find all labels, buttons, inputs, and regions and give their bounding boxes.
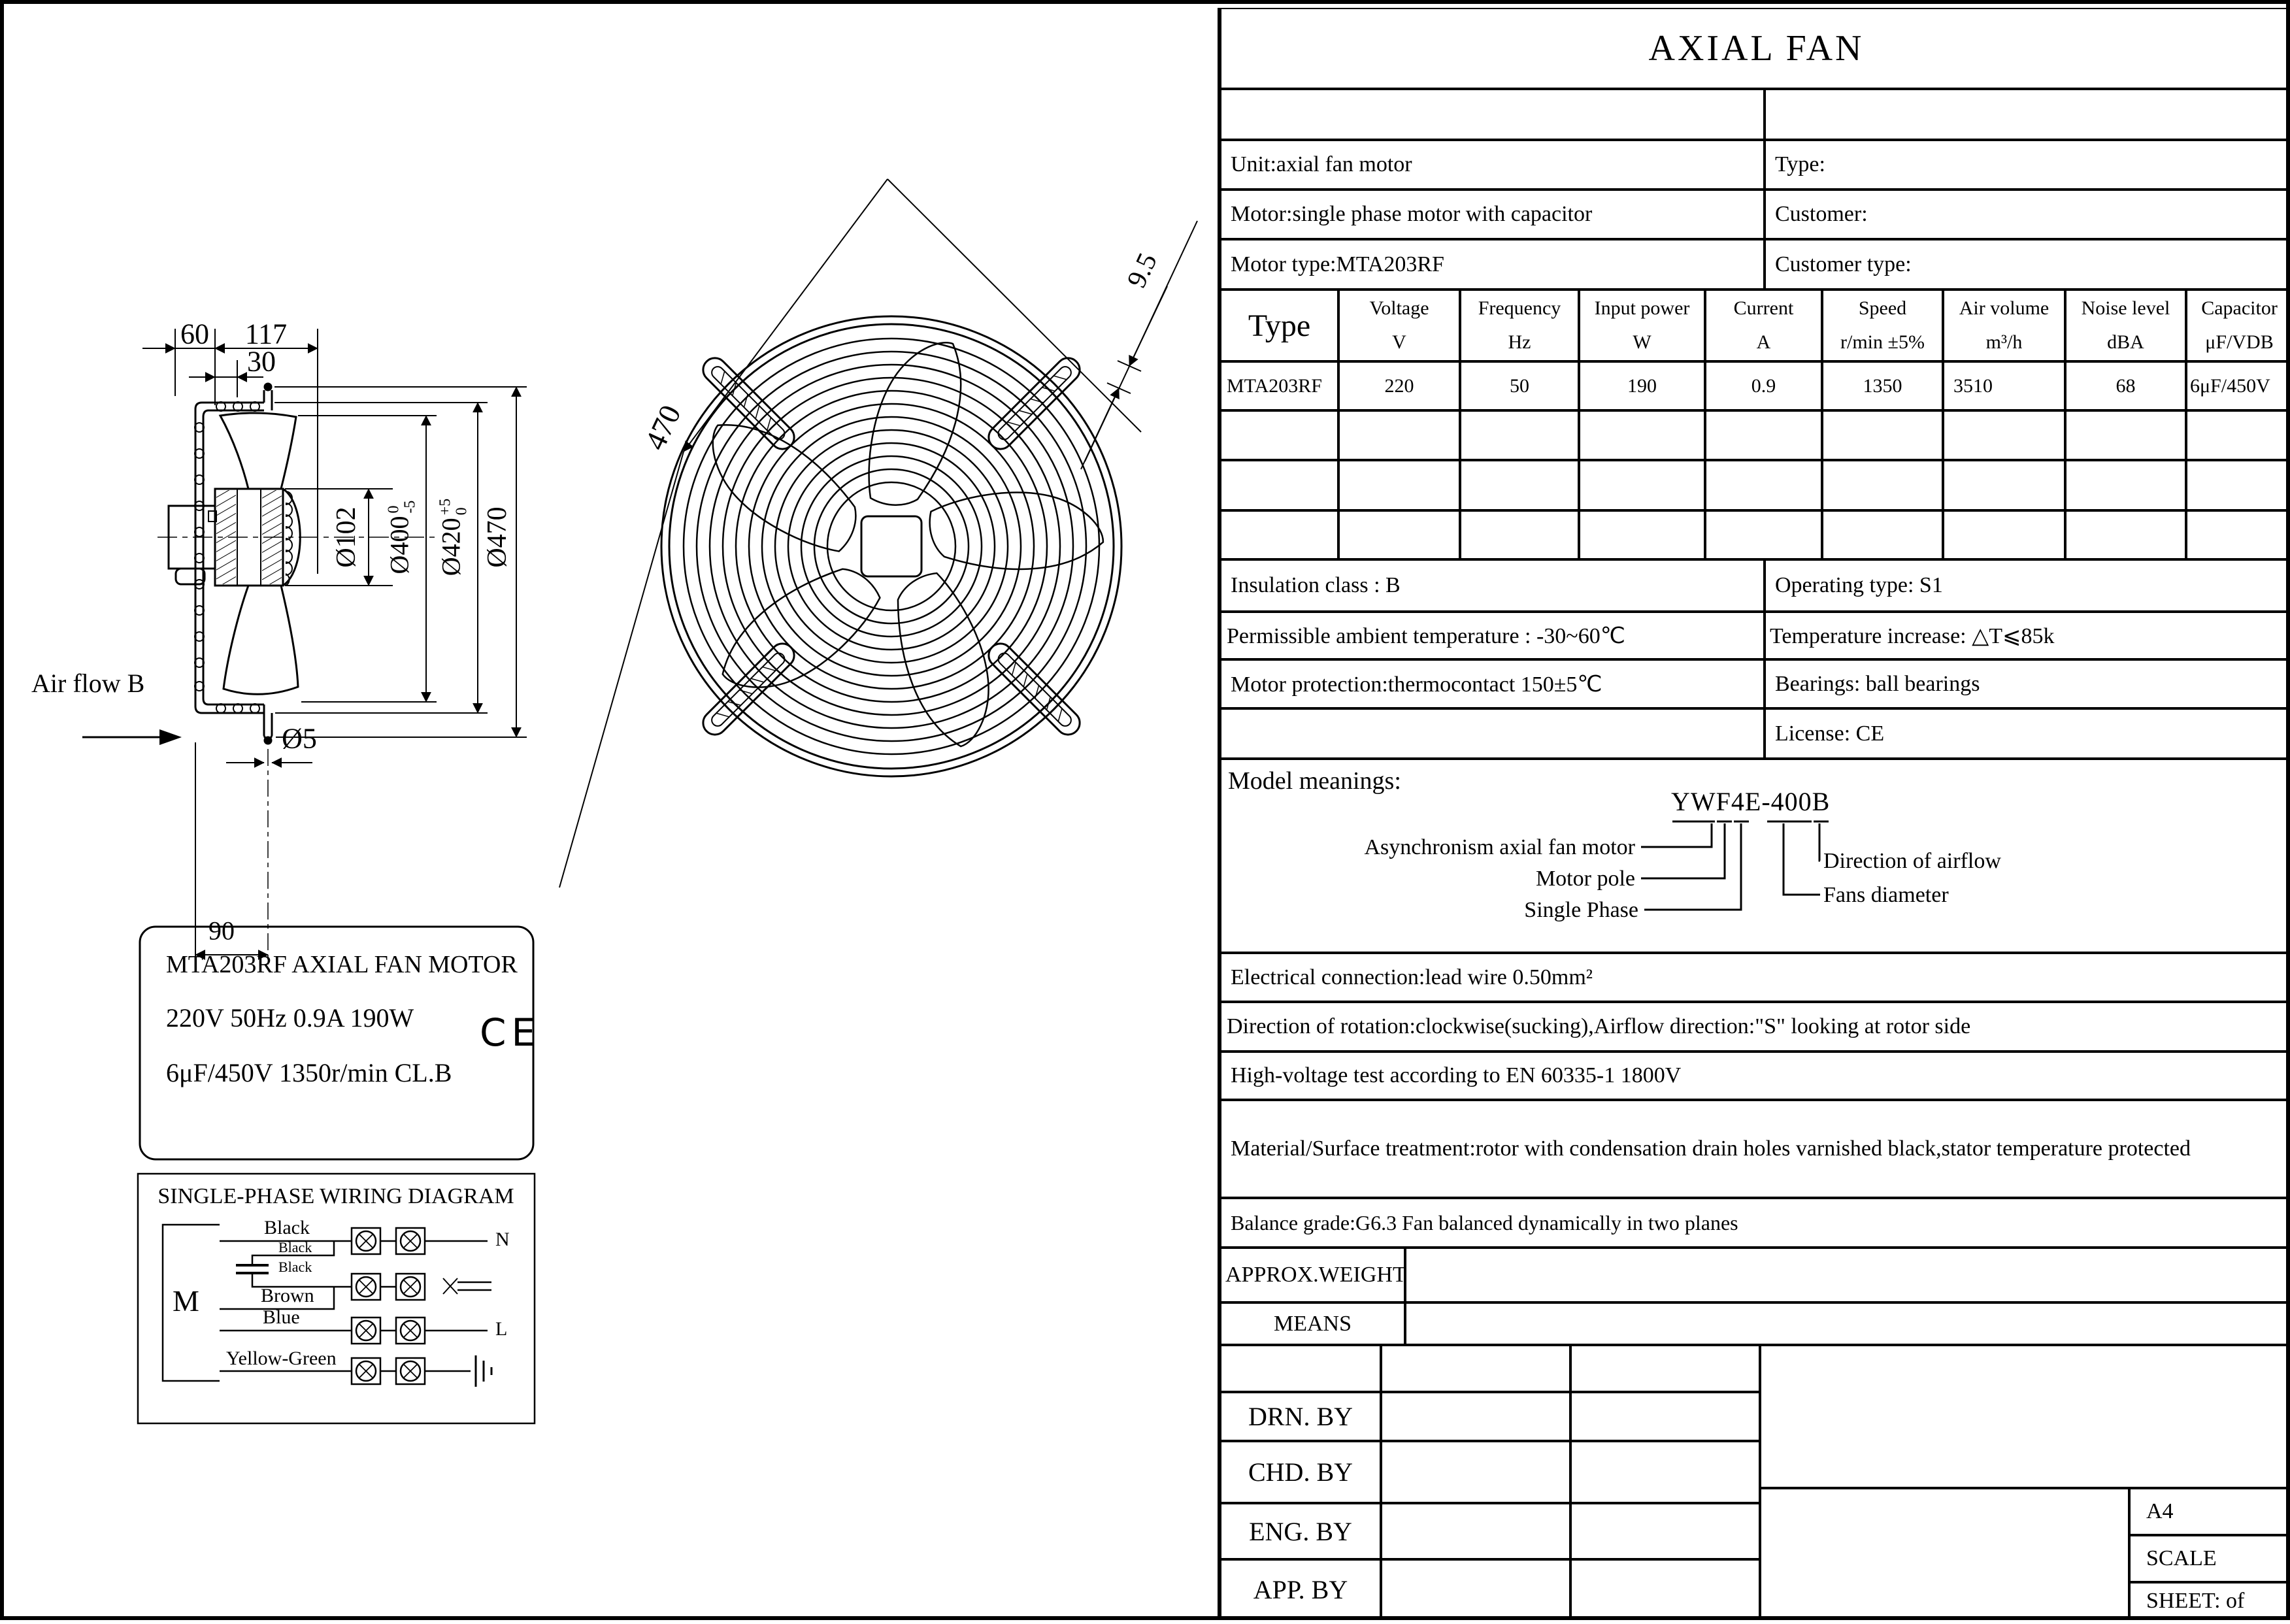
wiring-title: SINGLE-PHASE WIRING DIAGRAM	[158, 1184, 514, 1208]
empty-cell	[1765, 89, 2290, 140]
empty-cell	[1220, 1345, 1381, 1392]
dim-470-diag: 470	[638, 399, 688, 456]
hdr-l1: Input power	[1594, 297, 1690, 319]
empty-cell	[1943, 410, 2065, 460]
spec-noise: 68	[2065, 361, 2186, 410]
col-header-air-volume	[1943, 290, 2065, 361]
col-header-capacitor	[2186, 290, 2290, 361]
rotation-cell: Direction of rotation:clockwise(sucking),Airflow direction:"S" looking at rotor side	[1220, 1002, 2290, 1052]
terminal-l: L	[495, 1318, 508, 1340]
empty-cell	[1338, 510, 1460, 559]
empty-cell	[1220, 708, 1765, 759]
nameplate-line1: MTA203RF AXIAL FAN MOTOR	[166, 951, 518, 978]
page-title: AXIAL FAN	[1220, 8, 2290, 89]
spec-type: MTA203RF	[1220, 361, 1338, 410]
airflow-label: Air flow B	[31, 669, 145, 698]
dim-dia5: Ø5	[282, 722, 317, 755]
empty-cell	[1822, 410, 1943, 460]
sheet-cell: SHEET: of	[2129, 1582, 2290, 1620]
nameplate-line2: 220V 50Hz 0.9A 190W	[166, 1003, 414, 1033]
hdr-l2: μF/VDB	[2205, 331, 2274, 353]
balance-cell: Balance grade:G6.3 Fan balanced dynamically in two planes	[1220, 1198, 2290, 1248]
empty-cell	[2186, 410, 2290, 460]
motor-cell: Motor:single phase motor with capacitor	[1220, 190, 1765, 239]
eng-by-value	[1381, 1503, 1570, 1559]
col-header-noise	[2065, 290, 2186, 361]
unit-cell: Unit:axial fan motor	[1220, 140, 1765, 190]
empty-cell	[1705, 460, 1822, 510]
empty-cell	[1460, 460, 1579, 510]
model-meanings-cell	[1220, 759, 2290, 953]
wire-black3: Black	[278, 1259, 312, 1275]
empty-cell	[1705, 510, 1822, 559]
dim-90: 90	[208, 916, 235, 946]
empty-cell	[2186, 510, 2290, 559]
hdr-l1: Current	[1733, 297, 1794, 319]
empty-cell	[1822, 510, 1943, 559]
ce-mark: CE	[480, 1010, 541, 1055]
dim-9-5: 9.5	[1121, 248, 1163, 293]
hdr-l2: m³/h	[1985, 331, 2023, 353]
dia420-value: Ø420	[436, 518, 466, 576]
dim-dia470: Ø470	[482, 506, 512, 568]
wire-black: Black	[264, 1217, 310, 1238]
spec-frequency: 50	[1460, 361, 1579, 410]
empty-cell	[2065, 510, 2186, 559]
dia420-tol-bot: 0	[453, 507, 471, 516]
chd-by-label: CHD. BY	[1220, 1441, 1381, 1503]
dim-60: 60	[180, 318, 209, 350]
side-view	[82, 329, 527, 965]
ambient-cell: Permissible ambient temperature : -30~60℃	[1220, 612, 1765, 659]
col-header-frequency	[1460, 290, 1579, 361]
spec-speed: 1350	[1822, 361, 1943, 410]
approx-weight-value	[1405, 1248, 2290, 1302]
dim-dia102: Ø102	[331, 506, 361, 568]
empty-cell	[1579, 460, 1705, 510]
empty-cell	[1338, 410, 1460, 460]
license-cell: License: CE	[1765, 708, 2290, 759]
empty-cell	[1381, 1345, 1570, 1392]
empty-cell	[1220, 460, 1338, 510]
mounting-brackets	[698, 353, 1084, 739]
drn-by-value	[1381, 1392, 1570, 1441]
motor-symbol: M	[173, 1284, 199, 1317]
spec-panel	[1218, 8, 2290, 1616]
model-label-airflow: Direction of airflow	[1823, 849, 2001, 873]
hdr-l2: A	[1756, 331, 1771, 353]
col-header-input-power	[1579, 290, 1705, 361]
hdr-l2: dBA	[2107, 331, 2144, 353]
hdr-l2: Hz	[1508, 331, 1531, 353]
empty-cell	[1460, 410, 1579, 460]
customer-type-cell: Customer type:	[1765, 239, 2290, 290]
app-by-value	[1381, 1559, 1570, 1620]
drn-by-date	[1570, 1392, 1760, 1441]
dim-30: 30	[247, 345, 276, 378]
hdr-l2: V	[1392, 331, 1406, 353]
drawing-area-cell	[1760, 1345, 2290, 1488]
chd-by-date	[1570, 1441, 1760, 1503]
model-label-phase: Single Phase	[1524, 898, 1638, 922]
col-header-type: Type	[1220, 290, 1338, 361]
spec-air-volume: 3510	[1943, 361, 2065, 410]
wire-black2: Black	[278, 1239, 312, 1255]
dia400-tol-top: 0	[385, 505, 403, 514]
dia400-value: Ø400	[384, 516, 414, 574]
approx-weight-label: APPROX.WEIGHT	[1220, 1248, 1405, 1302]
type-cell: Type:	[1765, 140, 2290, 190]
hdr-l1: Noise level	[2081, 297, 2170, 319]
hdr-l1: Air volume	[1959, 297, 2049, 319]
protection-cell: Motor protection:thermocontact 150±5℃	[1220, 659, 1765, 708]
electrical-cell: Electrical connection:lead wire 0.50mm²	[1220, 953, 2290, 1002]
hdr-l1: Speed	[1858, 297, 1907, 319]
high-voltage-cell: High-voltage test according to EN 60335-1 1800V	[1220, 1052, 2290, 1100]
app-by-label: APP. BY	[1220, 1559, 1381, 1620]
empty-cell	[1570, 1345, 1760, 1392]
hdr-l2: W	[1633, 331, 1651, 353]
empty-cell	[2065, 460, 2186, 510]
empty-cell	[1460, 510, 1579, 559]
hdr-l1: Capacitor	[2201, 297, 2278, 319]
empty-cell	[1705, 410, 1822, 460]
empty-cell	[2065, 410, 2186, 460]
material-cell: Material/Surface treatment:rotor with condensation drain holes varnished black,stator temperature protected	[1220, 1100, 2290, 1198]
means-value	[1405, 1302, 2290, 1345]
dia400-tol-bot: -5	[401, 500, 419, 514]
app-by-date	[1570, 1559, 1760, 1620]
empty-cell	[1943, 460, 2065, 510]
empty-cell	[1220, 510, 1338, 559]
dim-dia400	[384, 501, 419, 574]
nameplate-line3: 6μF/450V 1350r/min CL.B	[166, 1058, 452, 1087]
customer-cell: Customer:	[1765, 190, 2290, 239]
insulation-cell: Insulation class : B	[1220, 559, 1765, 612]
eng-by-date	[1570, 1503, 1760, 1559]
model-label-pole: Motor pole	[1535, 867, 1635, 891]
motor-type-cell: Motor type:MTA203RF	[1220, 239, 1765, 290]
empty-cell	[1579, 510, 1705, 559]
empty-cell	[1579, 410, 1705, 460]
temp-increase-cell: Temperature increase: △T⩽85k	[1765, 612, 2290, 659]
empty-cell	[1338, 460, 1460, 510]
empty-cell	[1220, 89, 1765, 140]
spec-voltage: 220	[1338, 361, 1460, 410]
model-label-diameter: Fans diameter	[1823, 883, 1949, 907]
col-header-speed	[1822, 290, 1943, 361]
eng-by-label: ENG. BY	[1220, 1503, 1381, 1559]
drn-by-label: DRN. BY	[1220, 1392, 1381, 1441]
model-label-async: Asynchronism axial fan motor	[1364, 835, 1635, 859]
spec-capacitor: 6μF/450V	[2186, 361, 2290, 410]
empty-cell	[2186, 460, 2290, 510]
wire-yellow-green: Yellow-Green	[226, 1348, 337, 1369]
front-view	[559, 179, 1197, 887]
model-heading: Model meanings:	[1228, 767, 1401, 795]
terminal-n: N	[495, 1229, 510, 1250]
spec-current: 0.9	[1705, 361, 1822, 410]
means-label: MEANS	[1220, 1302, 1405, 1345]
bearings-cell: Bearings: ball bearings	[1765, 659, 2290, 708]
dia420-tol-top: +5	[437, 498, 454, 516]
hdr-l2: r/min ±5%	[1840, 331, 1925, 353]
wire-blue: Blue	[263, 1306, 300, 1328]
empty-cell	[1943, 510, 2065, 559]
hdr-l1: Voltage	[1369, 297, 1429, 319]
col-header-current	[1705, 290, 1822, 361]
empty-cell	[1822, 460, 1943, 510]
operating-cell: Operating type: S1	[1765, 559, 2290, 612]
col-header-voltage	[1338, 290, 1460, 361]
spec-input-power: 190	[1579, 361, 1705, 410]
model-code: YWF4E-400B	[1671, 787, 1831, 816]
scale-cell: SCALE	[2129, 1535, 2290, 1582]
chd-by-value	[1381, 1441, 1570, 1503]
hdr-l1: Frequency	[1478, 297, 1561, 319]
company-cell	[1760, 1488, 2129, 1620]
empty-cell	[1220, 410, 1338, 460]
wire-brown: Brown	[261, 1285, 314, 1306]
dim-dia420	[436, 499, 471, 576]
dim-117: 117	[244, 318, 288, 350]
paper-size-cell: A4	[2129, 1488, 2290, 1535]
technical-drawing	[4, 4, 1220, 1624]
